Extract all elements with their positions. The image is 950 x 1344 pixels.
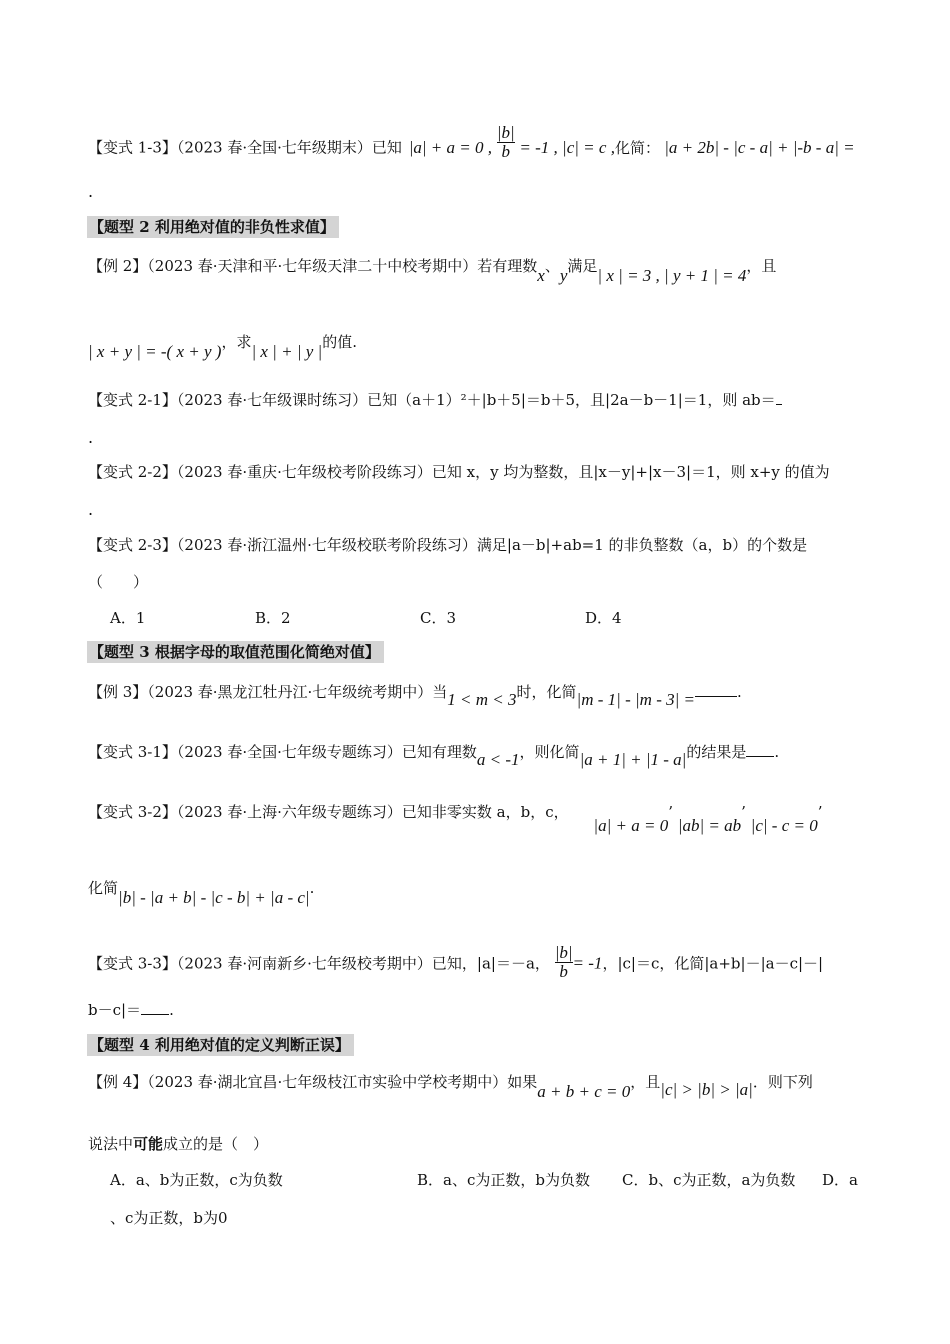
option-c-4: C．b、c为正数，a为负数 (622, 1171, 796, 1189)
separator: ’ (741, 803, 746, 821)
example-2-line-1 (88, 256, 777, 285)
exercise-3-2-text: 【变式 3-2】（2023 春·上海·六年级专题练习）已知非零实数 a，b，c， (88, 803, 569, 821)
example-3 (88, 682, 742, 709)
example-4-text-3: ．则下列 (752, 1073, 813, 1091)
math-abs-m: |m - 1| - |m - 3| = (576, 690, 695, 709)
exercise-2-1 (88, 390, 782, 410)
option-d-4-cont: 、c为正数，b为0 (110, 1209, 228, 1227)
exercise-3-3-text-2: ，|c|＝c，化简|a+b|－|a－c|－| (602, 954, 824, 973)
math-abs-a: |a| + a = 0 , (408, 137, 492, 157)
answer-blank (776, 392, 782, 405)
separator: ’ (668, 803, 673, 821)
example-2-text-2: 满足 (567, 257, 598, 275)
option-a-4: A．a、b为正数，c为负数 (110, 1171, 283, 1189)
math-cond-c: |c| - c = 0 (750, 816, 818, 835)
period: . (169, 1001, 174, 1019)
emphasis-possible: 可能 (133, 1135, 164, 1153)
period: . (737, 683, 742, 701)
example-2-text-3: ，且 (746, 257, 777, 275)
exercise-3-1-text-2: ，则化简 (519, 743, 580, 761)
exercise-1-3-text: 【变式 1-3】（2023 春·全国·七年级期末）已知 (88, 138, 402, 157)
exercise-3-3-text-3: b－c|＝ (88, 1001, 142, 1019)
section-header-3: 【题型 3 根据字母的取值范围化简绝对值】 (87, 641, 384, 663)
line-dot: . (88, 428, 94, 447)
example-3-text-2: 时，化简 (516, 683, 577, 701)
example-2-end: 的值. (322, 333, 357, 351)
math-range-m: 1 < m < 3 (447, 690, 517, 709)
section-header-4: 【题型 4 利用绝对值的定义判断正误】 (87, 1034, 354, 1056)
line-dot: . (88, 182, 94, 201)
example-3-text: 【例 3】（2023 春·黑龙江牡丹江·七年级统考期中）当 (88, 683, 448, 701)
line-dot: . (88, 500, 94, 519)
math-x: x (537, 266, 545, 285)
answer-blank (141, 1002, 169, 1015)
example-4-text-2: ，且 (630, 1073, 661, 1091)
simplify-label: 化简 (88, 879, 119, 897)
math-eq-neg1: = -1 (572, 953, 603, 973)
example-2-text: 【例 2】（2023 春·天津和平·七年级天津二十中校考期中）若有理数 (88, 257, 538, 275)
section-header-2: 【题型 2 利用绝对值的非负性求值】 (87, 216, 339, 238)
exercise-2-1-text: 【变式 2-1】（2023 春·七年级课时练习）已知（a＋1）²＋|b＋5|＝b＋5，且|2a－b－1|＝1，则 ab＝ (88, 391, 776, 409)
exercise-3-3-line-2 (88, 1000, 174, 1020)
example-4-text: 【例 4】（2023 春·湖北宜昌·七年级枝江市实验中学校考期中）如果 (88, 1073, 538, 1091)
math-abs-a-sum: |a + 1| + |1 - a| (579, 750, 687, 769)
exercise-3-1-text: 【变式 3-1】（2023 春·全国·七年级专题练习）已知有理数 (88, 743, 477, 761)
answer-blank (746, 744, 774, 757)
math-abs-order: |c| > |b| > |a| (660, 1080, 753, 1099)
example-4-text-4: 说法中 (88, 1135, 134, 1153)
exercise-3-2-line-1 (88, 802, 823, 835)
option-b: B．2 (255, 609, 291, 627)
example-2-ask: ，求 (221, 333, 252, 351)
math-frac-b-2: $\frac{|b|}{b}$ (554, 943, 573, 981)
example-4-line-2 (88, 1134, 268, 1154)
option-d-4: D．a (822, 1171, 858, 1189)
exercise-3-3-text: 【变式 3-3】（2023 春·河南新乡·七年级校考期中）已知，|a|＝－a， (88, 954, 550, 973)
period: . (309, 879, 315, 897)
math-sum-abs: | x | + | y | (251, 342, 323, 361)
math-cond-ab: |ab| = ab (677, 816, 742, 835)
math-y: y (559, 266, 568, 285)
exercise-3-2-line-2 (88, 878, 315, 907)
answer-blank (695, 684, 737, 697)
exercise-3-1-text-3: 的结果是 (686, 743, 747, 761)
option-b-4: B．a、c为正数，b为负数 (417, 1171, 590, 1189)
exercise-2-3: 【变式 2-3】（2023 春·浙江温州·七年级校联考阶段练习）满足|a－b|+ab=1 的非负整数（a，b）的个数是 (88, 536, 808, 554)
math-frac-b: $\frac{|b|}{b}$ (496, 123, 515, 161)
separator: ’ (817, 803, 823, 821)
math-sum-zero: a + b + c = 0 (537, 1082, 631, 1101)
option-c: C．3 (420, 609, 457, 627)
math-cond-a: |a| + a = 0 (593, 816, 669, 835)
exercise-3-3-line-1 (88, 943, 824, 983)
math-abs-xy: | x + y | = -( x + y ) (88, 342, 222, 361)
example-4-line-1 (88, 1072, 813, 1101)
exercise-3-1 (88, 742, 780, 769)
period: . (774, 743, 780, 761)
example-4-text-5: 成立的是（ ） (163, 1135, 269, 1153)
math-rest-1-3: = -1 , |c| = c ,化简： |a + 2b| - |c - a| + |-b - a| = (519, 137, 855, 157)
math-simplify-expr: |b| - |a + b| - |c - b| + |a - c| (118, 888, 310, 907)
example-2-line-2 (88, 332, 357, 361)
separator: 、 (544, 257, 560, 275)
exercise-1-3 (88, 123, 855, 167)
option-a: A．1 (110, 609, 146, 627)
math-a-less: a < -1 (476, 750, 520, 769)
exercise-2-3-paren: （ ） (88, 573, 149, 591)
option-d: D．4 (585, 609, 622, 627)
math-abs-conditions: | x | = 3 , | y + 1 | = 4 (597, 266, 747, 285)
exercise-2-2: 【变式 2-2】（2023 春·重庆·七年级校考阶段练习）已知 x，y 均为整数，且|x－y|+|x－3|＝1，则 x+y 的值为 (88, 463, 830, 481)
